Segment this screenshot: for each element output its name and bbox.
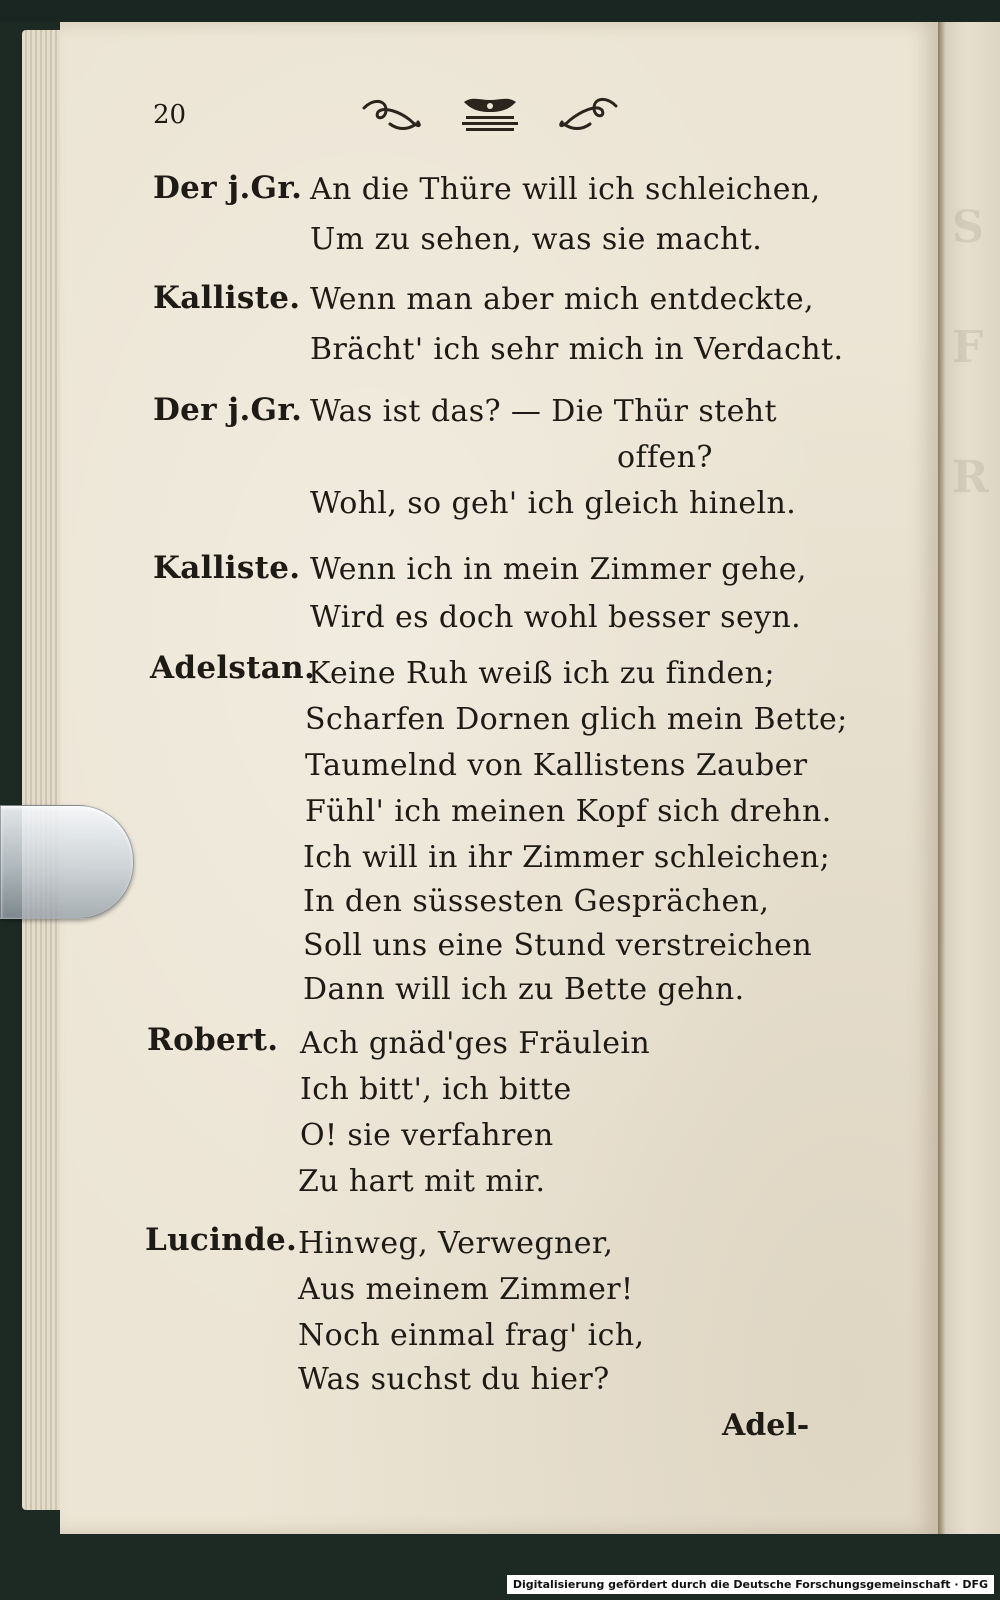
verse-line: Um zu sehen, was sie macht. — [310, 222, 763, 257]
page-number: 20 — [153, 100, 187, 130]
verse-line: Was suchst du hier? — [298, 1362, 610, 1397]
speaker-label: Der j.Gr. — [153, 392, 303, 428]
verse-line: Soll uns eine Stund verstreichen — [303, 928, 813, 963]
speaker-label: Kalliste. — [153, 550, 301, 586]
verse-line: Dann will ich zu Bette gehn. — [303, 972, 745, 1007]
catchword: Adel- — [722, 1408, 810, 1443]
verse-line: Brächt' ich sehr mich in Verdacht. — [310, 332, 844, 367]
verse-line: Was ist das? — Die Thür steht — [310, 394, 777, 429]
verse-line: Wird es doch wohl besser seyn. — [310, 600, 802, 635]
speaker-label: Lucinde. — [145, 1222, 298, 1258]
verse-line: Ich bitt', ich bitte — [300, 1072, 572, 1107]
header-ornament-icon — [360, 94, 620, 140]
verse-line: O! sie verfahren — [300, 1118, 554, 1153]
verse-line-runover: offen? — [617, 440, 713, 475]
digitization-credit: Digitalisierung gefördert durch die Deutsche Forschungsgemeinschaft · DFG — [507, 1575, 994, 1594]
verse-line: Ach gnäd'ges Fräulein — [300, 1026, 651, 1061]
verse-line: Fühl' ich meinen Kopf sich drehn. — [305, 794, 832, 829]
speaker-label: Adelstan. — [150, 650, 316, 686]
verse-line: Scharfen Dornen glich mein Bette; — [305, 702, 848, 737]
verse-line: Hinweg, Verwegner, — [298, 1226, 614, 1261]
verse-line: An die Thüre will ich schleichen, — [310, 172, 821, 207]
speaker-label: Kalliste. — [153, 280, 301, 316]
verse-line: Zu hart mit mir. — [298, 1164, 546, 1199]
verse-line: Keine Ruh weiß ich zu finden; — [308, 656, 775, 691]
verse-line: Aus meinem Zimmer! — [298, 1272, 634, 1307]
verse-line: Wenn ich in mein Zimmer gehe, — [310, 552, 807, 587]
verse-line: Wohl, so geh' ich gleich hineln. — [310, 486, 797, 521]
verse-line: Taumelnd von Kallistens Zauber — [305, 748, 808, 783]
verse-line: Wenn man aber mich entdeckte, — [310, 282, 814, 317]
facing-page-edge: S F R — [938, 22, 1000, 1534]
glass-page-clip — [0, 805, 134, 919]
speaker-label: Robert. — [147, 1022, 279, 1058]
verse-line: Noch einmal frag' ich, — [298, 1318, 645, 1353]
scan-top-background — [0, 0, 1000, 22]
verse-line: In den süssesten Gesprächen, — [303, 884, 770, 919]
speaker-label: Der j.Gr. — [153, 170, 303, 206]
scan-bottom-background — [0, 1534, 1000, 1600]
verse-line: Ich will in ihr Zimmer schleichen; — [303, 840, 831, 875]
